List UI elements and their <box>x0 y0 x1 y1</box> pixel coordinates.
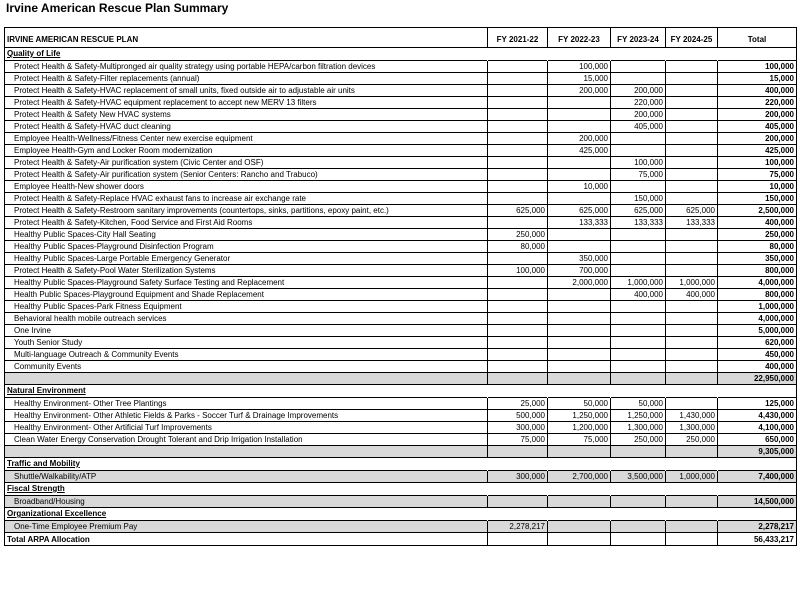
row-total: 75,000 <box>718 169 797 181</box>
table-row <box>5 229 797 241</box>
empty-cell <box>548 48 611 61</box>
cell-fy1 <box>488 337 548 349</box>
empty-cell <box>548 458 611 471</box>
table-row <box>5 169 797 181</box>
cell-fy1 <box>488 121 548 133</box>
cell-fy4 <box>666 97 718 109</box>
table-row <box>5 265 797 277</box>
empty-cell <box>718 458 797 471</box>
empty-cell <box>5 373 488 385</box>
row-label: Broadband/Housing <box>5 496 488 508</box>
row-total: 800,000 <box>718 265 797 277</box>
cell-fy2: 2,700,000 <box>548 471 611 483</box>
cell-fy1: 100,000 <box>488 265 548 277</box>
cell-fy3 <box>611 325 666 337</box>
row-total: 450,000 <box>718 349 797 361</box>
cell-fy1 <box>488 361 548 373</box>
cell-fy4 <box>666 521 718 533</box>
row-total: 405,000 <box>718 121 797 133</box>
table-row <box>5 410 797 422</box>
empty-cell <box>611 446 666 458</box>
row-total: 2,500,000 <box>718 205 797 217</box>
row-total: 800,000 <box>718 289 797 301</box>
cell-fy4 <box>666 265 718 277</box>
section-title: Traffic and Mobility <box>5 458 488 471</box>
empty-cell <box>488 508 548 521</box>
row-total: 650,000 <box>718 434 797 446</box>
table-row <box>5 496 797 508</box>
cell-fy2 <box>548 349 611 361</box>
empty-cell <box>488 533 548 546</box>
row-total: 350,000 <box>718 253 797 265</box>
header-fy-2021-22: FY 2021-22 <box>488 28 548 48</box>
empty-cell <box>718 48 797 61</box>
subtotal-value: 22,950,000 <box>718 373 797 385</box>
row-label: Protect Health & Safety-Kitchen, Food Service and First Aid Rooms <box>5 217 488 229</box>
table-row <box>5 253 797 265</box>
document-title: Irvine American Rescue Plan Summary <box>6 1 229 15</box>
cell-fy4: 1,300,000 <box>666 422 718 434</box>
empty-cell <box>611 458 666 471</box>
row-label: Protect Health & Safety-Air purification system (Civic Center and OSF) <box>5 157 488 169</box>
empty-cell <box>666 385 718 398</box>
grand-total-row <box>5 533 797 546</box>
cell-fy4: 1,000,000 <box>666 277 718 289</box>
row-total: 15,000 <box>718 73 797 85</box>
cell-fy3 <box>611 73 666 85</box>
empty-cell <box>611 385 666 398</box>
cell-fy3 <box>611 337 666 349</box>
cell-fy1 <box>488 181 548 193</box>
row-label: Healthy Environment- Other Tree Plantings <box>5 398 488 410</box>
cell-fy1: 75,000 <box>488 434 548 446</box>
empty-cell <box>488 446 548 458</box>
cell-fy2: 625,000 <box>548 205 611 217</box>
subtotal-value: 9,305,000 <box>718 446 797 458</box>
grand-total-label: Total ARPA Allocation <box>5 533 488 546</box>
table-row <box>5 277 797 289</box>
cell-fy1 <box>488 97 548 109</box>
row-label: Healthy Public Spaces-Playground Disinfection Program <box>5 241 488 253</box>
cell-fy2 <box>548 169 611 181</box>
table-row <box>5 145 797 157</box>
row-total: 4,100,000 <box>718 422 797 434</box>
cell-fy1 <box>488 313 548 325</box>
row-total: 425,000 <box>718 145 797 157</box>
cell-fy1 <box>488 169 548 181</box>
row-label: One Irvine <box>5 325 488 337</box>
header-total: Total <box>718 28 797 48</box>
cell-fy2: 1,250,000 <box>548 410 611 422</box>
cell-fy3: 1,000,000 <box>611 277 666 289</box>
row-label: Behavioral health mobile outreach services <box>5 313 488 325</box>
row-total: 400,000 <box>718 361 797 373</box>
cell-fy2 <box>548 241 611 253</box>
cell-fy3: 220,000 <box>611 97 666 109</box>
row-label: Community Events <box>5 361 488 373</box>
section-header-organizational-excellence <box>5 508 797 521</box>
row-total: 125,000 <box>718 398 797 410</box>
cell-fy3: 200,000 <box>611 109 666 121</box>
cell-fy4: 400,000 <box>666 289 718 301</box>
cell-fy1: 500,000 <box>488 410 548 422</box>
cell-fy2 <box>548 121 611 133</box>
cell-fy2: 200,000 <box>548 85 611 97</box>
cell-fy2: 1,200,000 <box>548 422 611 434</box>
row-total: 620,000 <box>718 337 797 349</box>
cell-fy3 <box>611 265 666 277</box>
header-fy-2023-24: FY 2023-24 <box>611 28 666 48</box>
cell-fy2 <box>548 521 611 533</box>
cell-fy4 <box>666 85 718 97</box>
row-total: 1,000,000 <box>718 301 797 313</box>
cell-fy2: 75,000 <box>548 434 611 446</box>
table-row <box>5 157 797 169</box>
cell-fy1 <box>488 73 548 85</box>
row-label: Protect Health & Safety-HVAC equipment replacement to accept new MERV 13 filters <box>5 97 488 109</box>
cell-fy4: 625,000 <box>666 205 718 217</box>
cell-fy4 <box>666 253 718 265</box>
cell-fy1 <box>488 133 548 145</box>
cell-fy1 <box>488 289 548 301</box>
cell-fy4: 1,000,000 <box>666 471 718 483</box>
cell-fy1 <box>488 496 548 508</box>
cell-fy4 <box>666 349 718 361</box>
cell-fy1: 250,000 <box>488 229 548 241</box>
cell-fy3 <box>611 361 666 373</box>
cell-fy3 <box>611 229 666 241</box>
table-row <box>5 313 797 325</box>
cell-fy1 <box>488 277 548 289</box>
cell-fy3 <box>611 253 666 265</box>
cell-fy4 <box>666 241 718 253</box>
row-total: 150,000 <box>718 193 797 205</box>
empty-cell <box>611 508 666 521</box>
cell-fy3: 250,000 <box>611 434 666 446</box>
row-total: 10,000 <box>718 181 797 193</box>
empty-cell <box>666 533 718 546</box>
cell-fy1 <box>488 253 548 265</box>
table-row <box>5 301 797 313</box>
cell-fy3 <box>611 301 666 313</box>
cell-fy4 <box>666 301 718 313</box>
row-label: Multi-language Outreach & Community Events <box>5 349 488 361</box>
row-label: Protect Health & Safety-Multipronged air quality strategy using portable HEPA/carbon filtration devices <box>5 61 488 73</box>
row-label: Employee Health-Wellness/Fitness Center new exercise equipment <box>5 133 488 145</box>
cell-fy2: 133,333 <box>548 217 611 229</box>
cell-fy4 <box>666 145 718 157</box>
cell-fy2: 350,000 <box>548 253 611 265</box>
table-row <box>5 471 797 483</box>
table-row <box>5 205 797 217</box>
row-label: Protect Health & Safety-Restroom sanitary improvements (countertops, sinks, partitions, epoxy paint, etc.) <box>5 205 488 217</box>
cell-fy3 <box>611 313 666 325</box>
cell-fy3 <box>611 133 666 145</box>
cell-fy4: 1,430,000 <box>666 410 718 422</box>
cell-fy3: 405,000 <box>611 121 666 133</box>
empty-cell <box>488 483 548 496</box>
cell-fy3 <box>611 241 666 253</box>
row-label: Protect Health & Safety-Pool Water Sterilization Systems <box>5 265 488 277</box>
section-header-traffic-and-mobility <box>5 458 797 471</box>
row-total: 4,430,000 <box>718 410 797 422</box>
section-title: Fiscal Strength <box>5 483 488 496</box>
cell-fy2: 425,000 <box>548 145 611 157</box>
cell-fy2: 2,000,000 <box>548 277 611 289</box>
cell-fy4 <box>666 361 718 373</box>
cell-fy1 <box>488 217 548 229</box>
cell-fy4 <box>666 398 718 410</box>
empty-cell <box>611 533 666 546</box>
row-total: 2,278,217 <box>718 521 797 533</box>
row-label: Protect Health & Safety-Filter replacements (annual) <box>5 73 488 85</box>
cell-fy1: 2,278,217 <box>488 521 548 533</box>
table-row <box>5 521 797 533</box>
cell-fy1: 80,000 <box>488 241 548 253</box>
cell-fy2 <box>548 289 611 301</box>
cell-fy4: 133,333 <box>666 217 718 229</box>
table-row <box>5 85 797 97</box>
cell-fy3: 1,300,000 <box>611 422 666 434</box>
cell-fy2 <box>548 496 611 508</box>
cell-fy4 <box>666 229 718 241</box>
cell-fy2 <box>548 229 611 241</box>
cell-fy4 <box>666 169 718 181</box>
arpa-summary-table <box>4 27 797 546</box>
empty-cell <box>666 48 718 61</box>
row-label: Protect Health & Safety New HVAC systems <box>5 109 488 121</box>
header-fy-2024-25: FY 2024-25 <box>666 28 718 48</box>
table-row <box>5 109 797 121</box>
section-title: Organizational Excellence <box>5 508 488 521</box>
section-title: Quality of Life <box>5 48 488 61</box>
cell-fy4 <box>666 193 718 205</box>
cell-fy3 <box>611 496 666 508</box>
cell-fy1 <box>488 61 548 73</box>
empty-cell <box>666 446 718 458</box>
table-row <box>5 121 797 133</box>
row-total: 100,000 <box>718 61 797 73</box>
row-total: 400,000 <box>718 85 797 97</box>
empty-cell <box>5 446 488 458</box>
row-total: 4,000,000 <box>718 277 797 289</box>
subtotal-row <box>5 373 797 385</box>
row-label: Healthy Public Spaces-Park Fitness Equipment <box>5 301 488 313</box>
row-label: One-Time Employee Premium Pay <box>5 521 488 533</box>
cell-fy4 <box>666 121 718 133</box>
row-label: Employee Health-New shower doors <box>5 181 488 193</box>
cell-fy1 <box>488 85 548 97</box>
cell-fy1 <box>488 193 548 205</box>
empty-cell <box>611 483 666 496</box>
cell-fy4 <box>666 61 718 73</box>
row-label: Healthy Public Spaces-City Hall Seating <box>5 229 488 241</box>
row-total: 250,000 <box>718 229 797 241</box>
grand-total-value: 56,433,217 <box>718 533 797 546</box>
table-row <box>5 349 797 361</box>
section-header-quality-of-life <box>5 48 797 61</box>
cell-fy4 <box>666 313 718 325</box>
empty-cell <box>548 483 611 496</box>
row-total: 100,000 <box>718 157 797 169</box>
cell-fy4 <box>666 73 718 85</box>
row-label: Youth Senior Study <box>5 337 488 349</box>
empty-cell <box>718 385 797 398</box>
cell-fy2 <box>548 325 611 337</box>
header-fy-2022-23: FY 2022-23 <box>548 28 611 48</box>
cell-fy2: 200,000 <box>548 133 611 145</box>
cell-fy3: 133,333 <box>611 217 666 229</box>
cell-fy3: 75,000 <box>611 169 666 181</box>
empty-cell <box>666 458 718 471</box>
empty-cell <box>548 385 611 398</box>
table-row <box>5 361 797 373</box>
empty-cell <box>488 385 548 398</box>
cell-fy2 <box>548 193 611 205</box>
cell-fy3 <box>611 145 666 157</box>
table-row <box>5 289 797 301</box>
header-row <box>5 28 797 48</box>
cell-fy4 <box>666 157 718 169</box>
cell-fy2 <box>548 157 611 169</box>
cell-fy3: 100,000 <box>611 157 666 169</box>
row-total: 200,000 <box>718 133 797 145</box>
cell-fy2 <box>548 109 611 121</box>
row-total: 80,000 <box>718 241 797 253</box>
table-row <box>5 398 797 410</box>
header-plan: IRVINE AMERICAN RESCUE PLAN <box>5 28 488 48</box>
empty-cell <box>488 373 548 385</box>
row-label: Protect Health & Safety-Air purification system (Senior Centers: Rancho and Trabuco) <box>5 169 488 181</box>
cell-fy3: 3,500,000 <box>611 471 666 483</box>
cell-fy1: 625,000 <box>488 205 548 217</box>
cell-fy3: 50,000 <box>611 398 666 410</box>
empty-cell <box>548 373 611 385</box>
section-header-natural-environment <box>5 385 797 398</box>
empty-cell <box>548 508 611 521</box>
table-row <box>5 73 797 85</box>
row-total: 400,000 <box>718 217 797 229</box>
table-row <box>5 434 797 446</box>
empty-cell <box>666 483 718 496</box>
row-label: Shuttle/Walkability/ATP <box>5 471 488 483</box>
cell-fy2: 700,000 <box>548 265 611 277</box>
cell-fy1 <box>488 349 548 361</box>
cell-fy3: 150,000 <box>611 193 666 205</box>
row-label: Employee Health-Gym and Locker Room modernization <box>5 145 488 157</box>
row-total: 14,500,000 <box>718 496 797 508</box>
cell-fy1 <box>488 325 548 337</box>
table-row <box>5 133 797 145</box>
empty-cell <box>548 446 611 458</box>
cell-fy2 <box>548 361 611 373</box>
row-total: 4,000,000 <box>718 313 797 325</box>
table-row <box>5 193 797 205</box>
table-row <box>5 97 797 109</box>
empty-cell <box>718 483 797 496</box>
row-label: Clean Water Energy Conservation Drought Tolerant and Drip Irrigation Installation <box>5 434 488 446</box>
cell-fy2 <box>548 97 611 109</box>
empty-cell <box>718 508 797 521</box>
cell-fy3: 1,250,000 <box>611 410 666 422</box>
table-row <box>5 422 797 434</box>
cell-fy2 <box>548 313 611 325</box>
row-total: 220,000 <box>718 97 797 109</box>
table-row <box>5 337 797 349</box>
cell-fy1: 300,000 <box>488 422 548 434</box>
cell-fy3 <box>611 181 666 193</box>
row-label: Healthy Environment- Other Artificial Turf Improvements <box>5 422 488 434</box>
table-row <box>5 181 797 193</box>
cell-fy1: 300,000 <box>488 471 548 483</box>
cell-fy3: 200,000 <box>611 85 666 97</box>
table-row <box>5 61 797 73</box>
cell-fy4 <box>666 181 718 193</box>
cell-fy3 <box>611 521 666 533</box>
cell-fy2: 50,000 <box>548 398 611 410</box>
cell-fy1: 25,000 <box>488 398 548 410</box>
empty-cell <box>611 373 666 385</box>
cell-fy4 <box>666 337 718 349</box>
row-total: 7,400,000 <box>718 471 797 483</box>
row-label: Healthy Public Spaces-Large Portable Emergency Generator <box>5 253 488 265</box>
row-total: 200,000 <box>718 109 797 121</box>
cell-fy2 <box>548 301 611 313</box>
table-row <box>5 217 797 229</box>
cell-fy3 <box>611 349 666 361</box>
row-total: 5,000,000 <box>718 325 797 337</box>
empty-cell <box>548 533 611 546</box>
cell-fy4 <box>666 325 718 337</box>
cell-fy1 <box>488 145 548 157</box>
cell-fy4 <box>666 133 718 145</box>
cell-fy3 <box>611 61 666 73</box>
row-label: Protect Health & Safety-HVAC duct cleaning <box>5 121 488 133</box>
row-label: Health Public Spaces-Playground Equipment and Shade Replacement <box>5 289 488 301</box>
row-label: Protect Health & Safety-HVAC replacement of small units, fixed outside air to adjustable air units <box>5 85 488 97</box>
cell-fy2: 10,000 <box>548 181 611 193</box>
cell-fy3: 625,000 <box>611 205 666 217</box>
empty-cell <box>611 48 666 61</box>
table-body <box>5 48 797 546</box>
row-label: Healthy Public Spaces-Playground Safety Surface Testing and Replacement <box>5 277 488 289</box>
cell-fy4 <box>666 496 718 508</box>
cell-fy1 <box>488 157 548 169</box>
row-label: Healthy Environment- Other Athletic Fields & Parks - Soccer Turf & Drainage Improvements <box>5 410 488 422</box>
cell-fy2 <box>548 337 611 349</box>
section-title: Natural Environment <box>5 385 488 398</box>
cell-fy2: 100,000 <box>548 61 611 73</box>
table-row <box>5 325 797 337</box>
cell-fy4: 250,000 <box>666 434 718 446</box>
empty-cell <box>488 48 548 61</box>
table-row <box>5 241 797 253</box>
empty-cell <box>666 373 718 385</box>
cell-fy4 <box>666 109 718 121</box>
section-header-fiscal-strength <box>5 483 797 496</box>
cell-fy1 <box>488 301 548 313</box>
cell-fy2: 15,000 <box>548 73 611 85</box>
cell-fy3: 400,000 <box>611 289 666 301</box>
empty-cell <box>488 458 548 471</box>
empty-cell <box>666 508 718 521</box>
cell-fy1 <box>488 109 548 121</box>
row-label: Protect Health & Safety-Replace HVAC exhaust fans to increase air exchange rate <box>5 193 488 205</box>
subtotal-row <box>5 446 797 458</box>
